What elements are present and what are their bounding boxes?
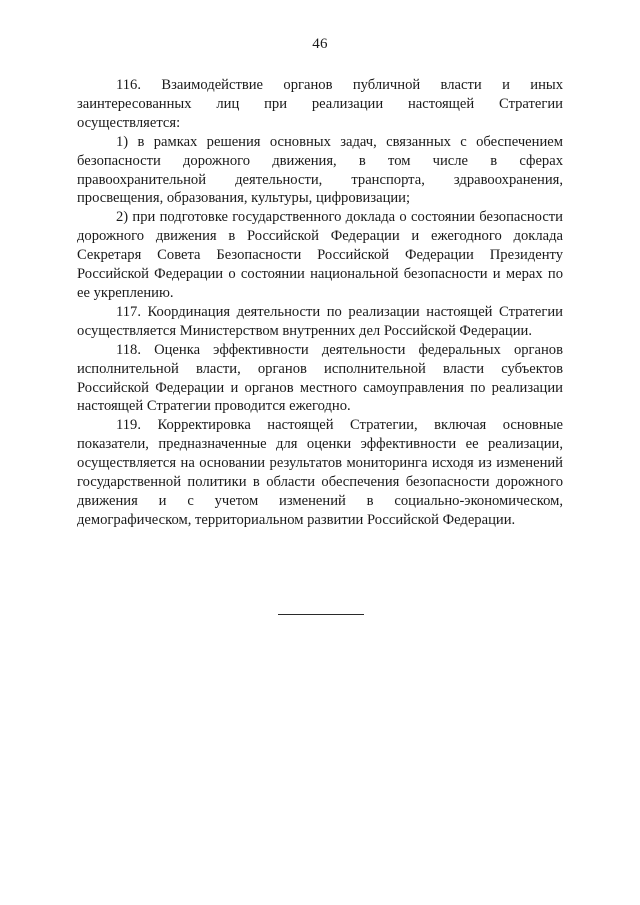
paragraph-117: 117. Координация деятельности по реализации настоящей Стратегии осуществляется Министерством внутренних дел Российской Федерации. — [77, 303, 563, 339]
paragraph-118: 118. Оценка эффективности деятельности федеральных органов исполнительной власти, органов исполнительной власти субъектов Российской Федерации и органов местного самоуправления по реализации настоящей Стратегии проводится ежегодно. — [77, 341, 563, 415]
paragraph-116: 116. Взаимодействие органов публичной власти и иных заинтересованных лиц при реализации настоящей Стратегии осуществляется: — [77, 77, 563, 131]
document-body — [77, 76, 563, 530]
page-number: 46 — [312, 36, 328, 52]
paragraph-116-item-1: 1) в рамках решения основных задач, связанных с обеспечением безопасности дорожного движения, в том числе в сферах правоохранительной деятельности, транспорта, здравоохранения, просвещения, образования, культуры, цифровизации; — [77, 133, 563, 207]
paragraph-119: 119. Корректировка настоящей Стратегии, включая основные показатели, предназначенные для оценки эффективности ее реализации, осуществляется на основании результатов мониторинга исходя из изменений государственной политики в области обеспечения безопасности дорожного движения и с учетом изменений в социально-экономическом, демографическом, территориальном развитии Российской Федерации. — [77, 417, 563, 528]
document-end-rule — [278, 614, 364, 615]
paragraph-116-item-2: 2) при подготовке государственного доклада о состоянии безопасности дорожного движения в Российской Федерации и ежегодного доклада Секретаря Совета Безопасности Российской Федерации Президенту Российской Федерации о состоянии национальной безопасности и мерах по ее укреплению. — [77, 209, 563, 301]
